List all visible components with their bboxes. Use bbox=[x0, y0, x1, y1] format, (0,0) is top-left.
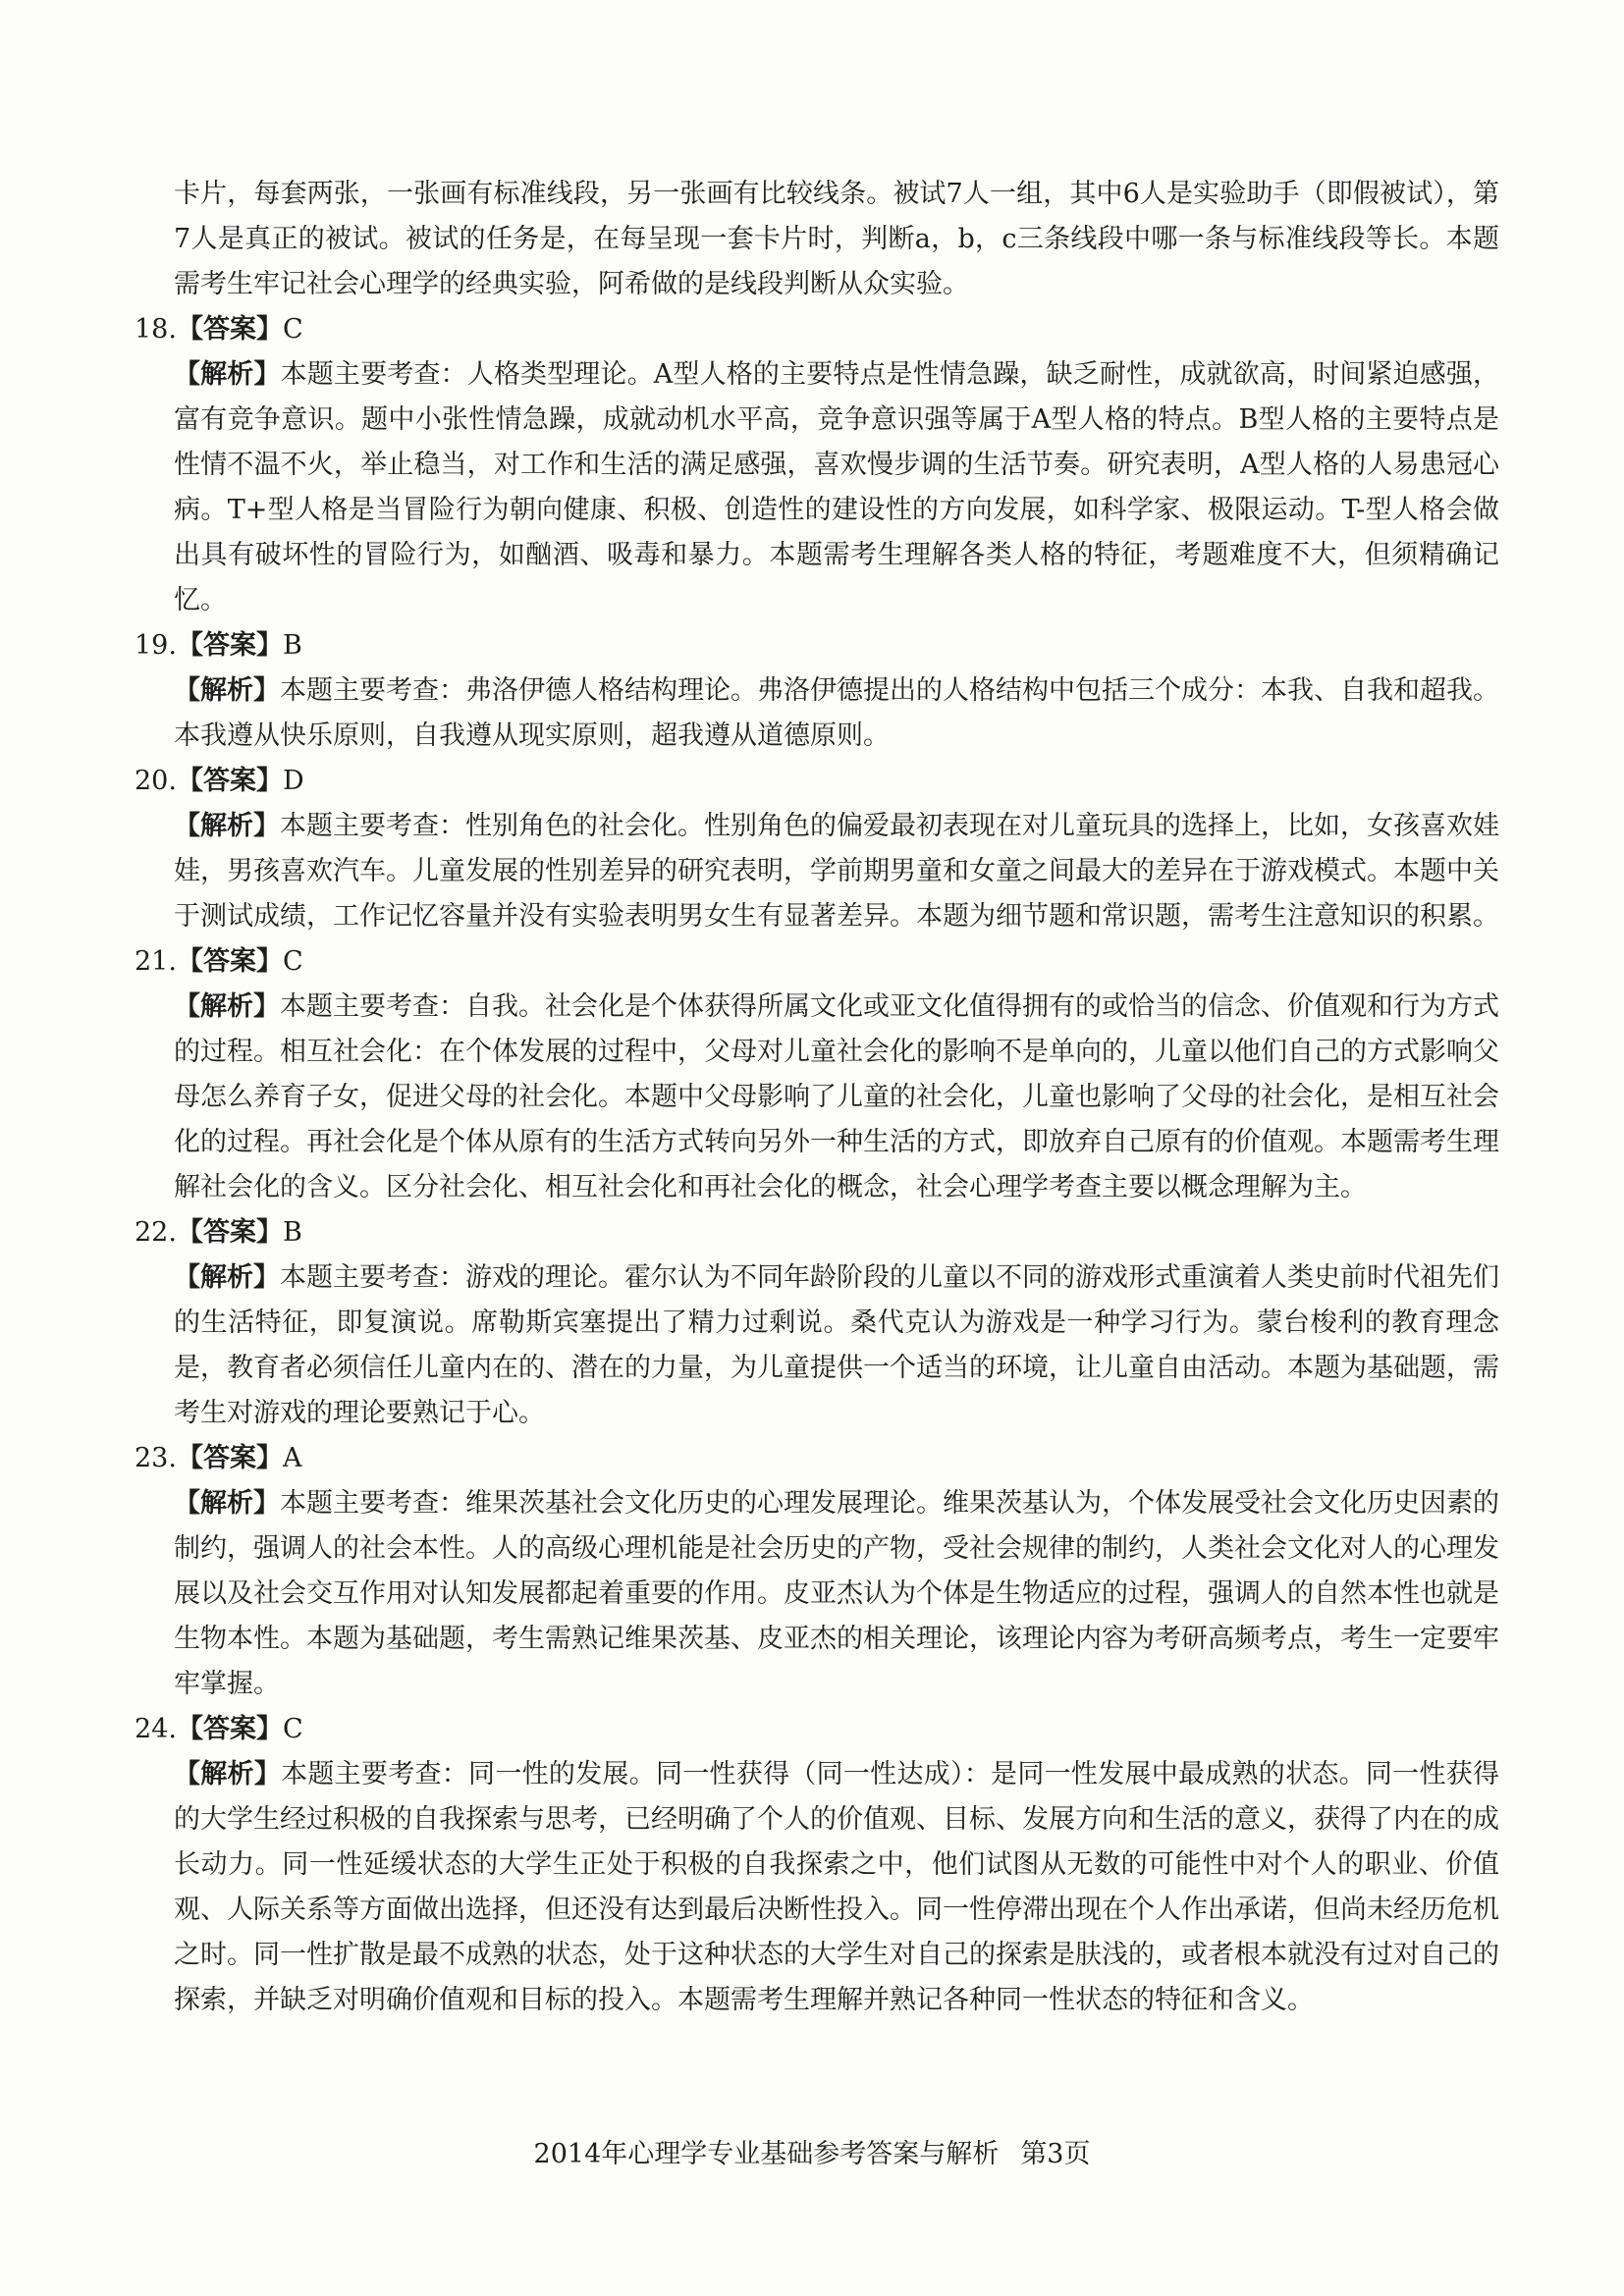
answer-item-22 bbox=[135, 1210, 1499, 1436]
footer-title: 2014年心理学专业基础参考答案与解析 bbox=[533, 2139, 1000, 2169]
page-content bbox=[135, 172, 1499, 2023]
analysis-text: 本题主要考查：人格类型理论。A型人格的主要特点是性情急躁，缺乏耐性，成就欲高，时间紧迫感强，富有竞争意识。题中小张性情急躁，成就动机水平高，竞争意识强等属于A型人格的特点。B型人格的主要特点是性情不温不火，举止稳当，对工作和生活的满足感强，喜欢慢步调的生活节奏。研究表明，A型人格的人易患冠心病。T+型人格是当冒险行为朝向健康、积极、创造性的建设性的方向发展，如科学家、极限运动。T-型人格会做出具有破坏性的冒险行为，如酗酒、吸毒和暴力。本题需考生理解各类人格的特征，考题难度不大，但须精确记忆。 bbox=[174, 359, 1500, 615]
analysis-label: 【解析】 bbox=[174, 1759, 282, 1789]
answer-value: C bbox=[282, 314, 303, 345]
analysis-label: 【解析】 bbox=[174, 811, 280, 841]
analysis-text: 本题主要考查：弗洛伊德人格结构理论。弗洛伊德提出的人格结构中包括三个成分：本我、自我和超我。本我遵从快乐原则，自我遵从现实原则，超我遵从道德原则。 bbox=[174, 675, 1499, 751]
answer-value: A bbox=[282, 1443, 302, 1473]
answer-label: 【答案】 bbox=[176, 1443, 283, 1473]
intro-paragraph: 卡片，每套两张，一张画有标准线段，另一张画有比较线条。被试7人一组，其中6人是实验助手（即假被试），第7人是真正的被试。被试的任务是，在每呈现一套卡片时，判断a，b，c三条线段中哪一条与标准线段等长。本题需考生牢记社会心理学的经典实验，阿希做的是线段判断从众实验。 bbox=[174, 179, 1499, 299]
answer-value: B bbox=[282, 1217, 302, 1248]
question-number: 21. bbox=[135, 946, 177, 977]
question-number: 22. bbox=[135, 1217, 177, 1248]
answer-value: B bbox=[282, 630, 302, 661]
analysis-label: 【解析】 bbox=[174, 1488, 280, 1519]
analysis-label: 【解析】 bbox=[174, 675, 280, 706]
analysis-text: 本题主要考查：同一性的发展。同一性获得（同一性达成）：是同一性发展中最成熟的状态。同一性获得的大学生经过积极的自我探索与思考，已经明确了个人的价值观、目标、发展方向和生活的意义，获得了内在的成长动力。同一性延缓状态的大学生正处于积极的自我探索之中，他们试图从无数的可能性中对个人的职业、价值观、人际关系等方面做出选择，但还没有达到最后决断性投入。同一性停滞出现在个人作出承诺，但尚未经历危机之时。同一性扩散是最不成熟的状态，处于这种状态的大学生对自己的探索是肤浅的，或者根本就没有过对自己的探索，并缺乏对明确价值观和目标的投入。本题需考生理解并熟记各种同一性状态的特征和含义。 bbox=[174, 1759, 1500, 2015]
question-number: 19. bbox=[135, 630, 177, 661]
answer-label: 【答案】 bbox=[176, 1714, 283, 1744]
answer-label: 【答案】 bbox=[176, 766, 283, 796]
answer-item-20 bbox=[135, 759, 1499, 939]
question-number: 24. bbox=[135, 1714, 177, 1744]
answer-item-21 bbox=[135, 939, 1499, 1210]
answer-item-24 bbox=[135, 1707, 1499, 2023]
analysis-label: 【解析】 bbox=[174, 1262, 280, 1293]
analysis-label: 【解析】 bbox=[174, 991, 280, 1022]
answer-value: D bbox=[282, 766, 304, 796]
answer-item-18 bbox=[135, 307, 1499, 623]
question-number: 18. bbox=[135, 314, 177, 345]
answer-item-19 bbox=[135, 623, 1499, 759]
analysis-text: 本题主要考查：游戏的理论。霍尔认为不同年龄阶段的儿童以不同的游戏形式重演着人类史前时代祖先们的生活特征，即复演说。席勒斯宾塞提出了精力过剩说。桑代克认为游戏是一种学习行为。蒙台梭利的教育理念是，教育者必须信任儿童内在的、潜在的力量，为儿童提供一个适当的环境，让儿童自由活动。本题为基础题，需考生对游戏的理论要熟记于心。 bbox=[174, 1262, 1499, 1428]
answer-label: 【答案】 bbox=[176, 1217, 283, 1248]
question-number: 23. bbox=[135, 1443, 177, 1473]
answer-value: C bbox=[282, 946, 303, 977]
page-number: 第3页 bbox=[1020, 2139, 1091, 2169]
answer-value: C bbox=[282, 1714, 303, 1744]
analysis-text: 本题主要考查：维果茨基社会文化历史的心理发展理论。维果茨基认为，个体发展受社会文化历史因素的制约，强调人的社会本性。人的高级心理机能是社会历史的产物，受社会规律的制约，人类社会文化对人的心理发展以及社会交互作用对认知发展都起着重要的作用。皮亚杰认为个体是生物适应的过程，强调人的自然本性也就是生物本性。本题为基础题，考生需熟记维果茨基、皮亚杰的相关理论，该理论内容为考研高频考点，考生一定要牢牢掌握。 bbox=[174, 1488, 1499, 1699]
page-footer bbox=[0, 2135, 1624, 2174]
analysis-text: 本题主要考查：性别角色的社会化。性别角色的偏爱最初表现在对儿童玩具的选择上，比如，女孩喜欢娃娃，男孩喜欢汽车。儿童发展的性别差异的研究表明，学前期男童和女童之间最大的差异在于游戏模式。本题中关于测试成绩，工作记忆容量并没有实验表明男女生有显著差异。本题为细节题和常识题，需考生注意知识的积累。 bbox=[174, 811, 1499, 932]
answer-label: 【答案】 bbox=[176, 630, 283, 661]
answer-label: 【答案】 bbox=[176, 946, 283, 977]
analysis-label: 【解析】 bbox=[174, 359, 281, 390]
answer-label: 【答案】 bbox=[176, 314, 283, 345]
answer-item-23 bbox=[135, 1436, 1499, 1707]
analysis-text: 本题主要考查：自我。社会化是个体获得所属文化或亚文化值得拥有的或恰当的信念、价值观和行为方式的过程。相互社会化：在个体发展的过程中，父母对儿童社会化的影响不是单向的，儿童以他们自己的方式影响父母怎么养育子女，促进父母的社会化。本题中父母影响了儿童的社会化，儿童也影响了父母的社会化，是相互社会化的过程。再社会化是个体从原有的生活方式转向另外一种生活的方式，即放弃自己原有的价值观。本题需考生理解社会化的含义。区分社会化、相互社会化和再社会化的概念，社会心理学考查主要以概念理解为主。 bbox=[174, 991, 1499, 1202]
question-number: 20. bbox=[135, 766, 177, 796]
